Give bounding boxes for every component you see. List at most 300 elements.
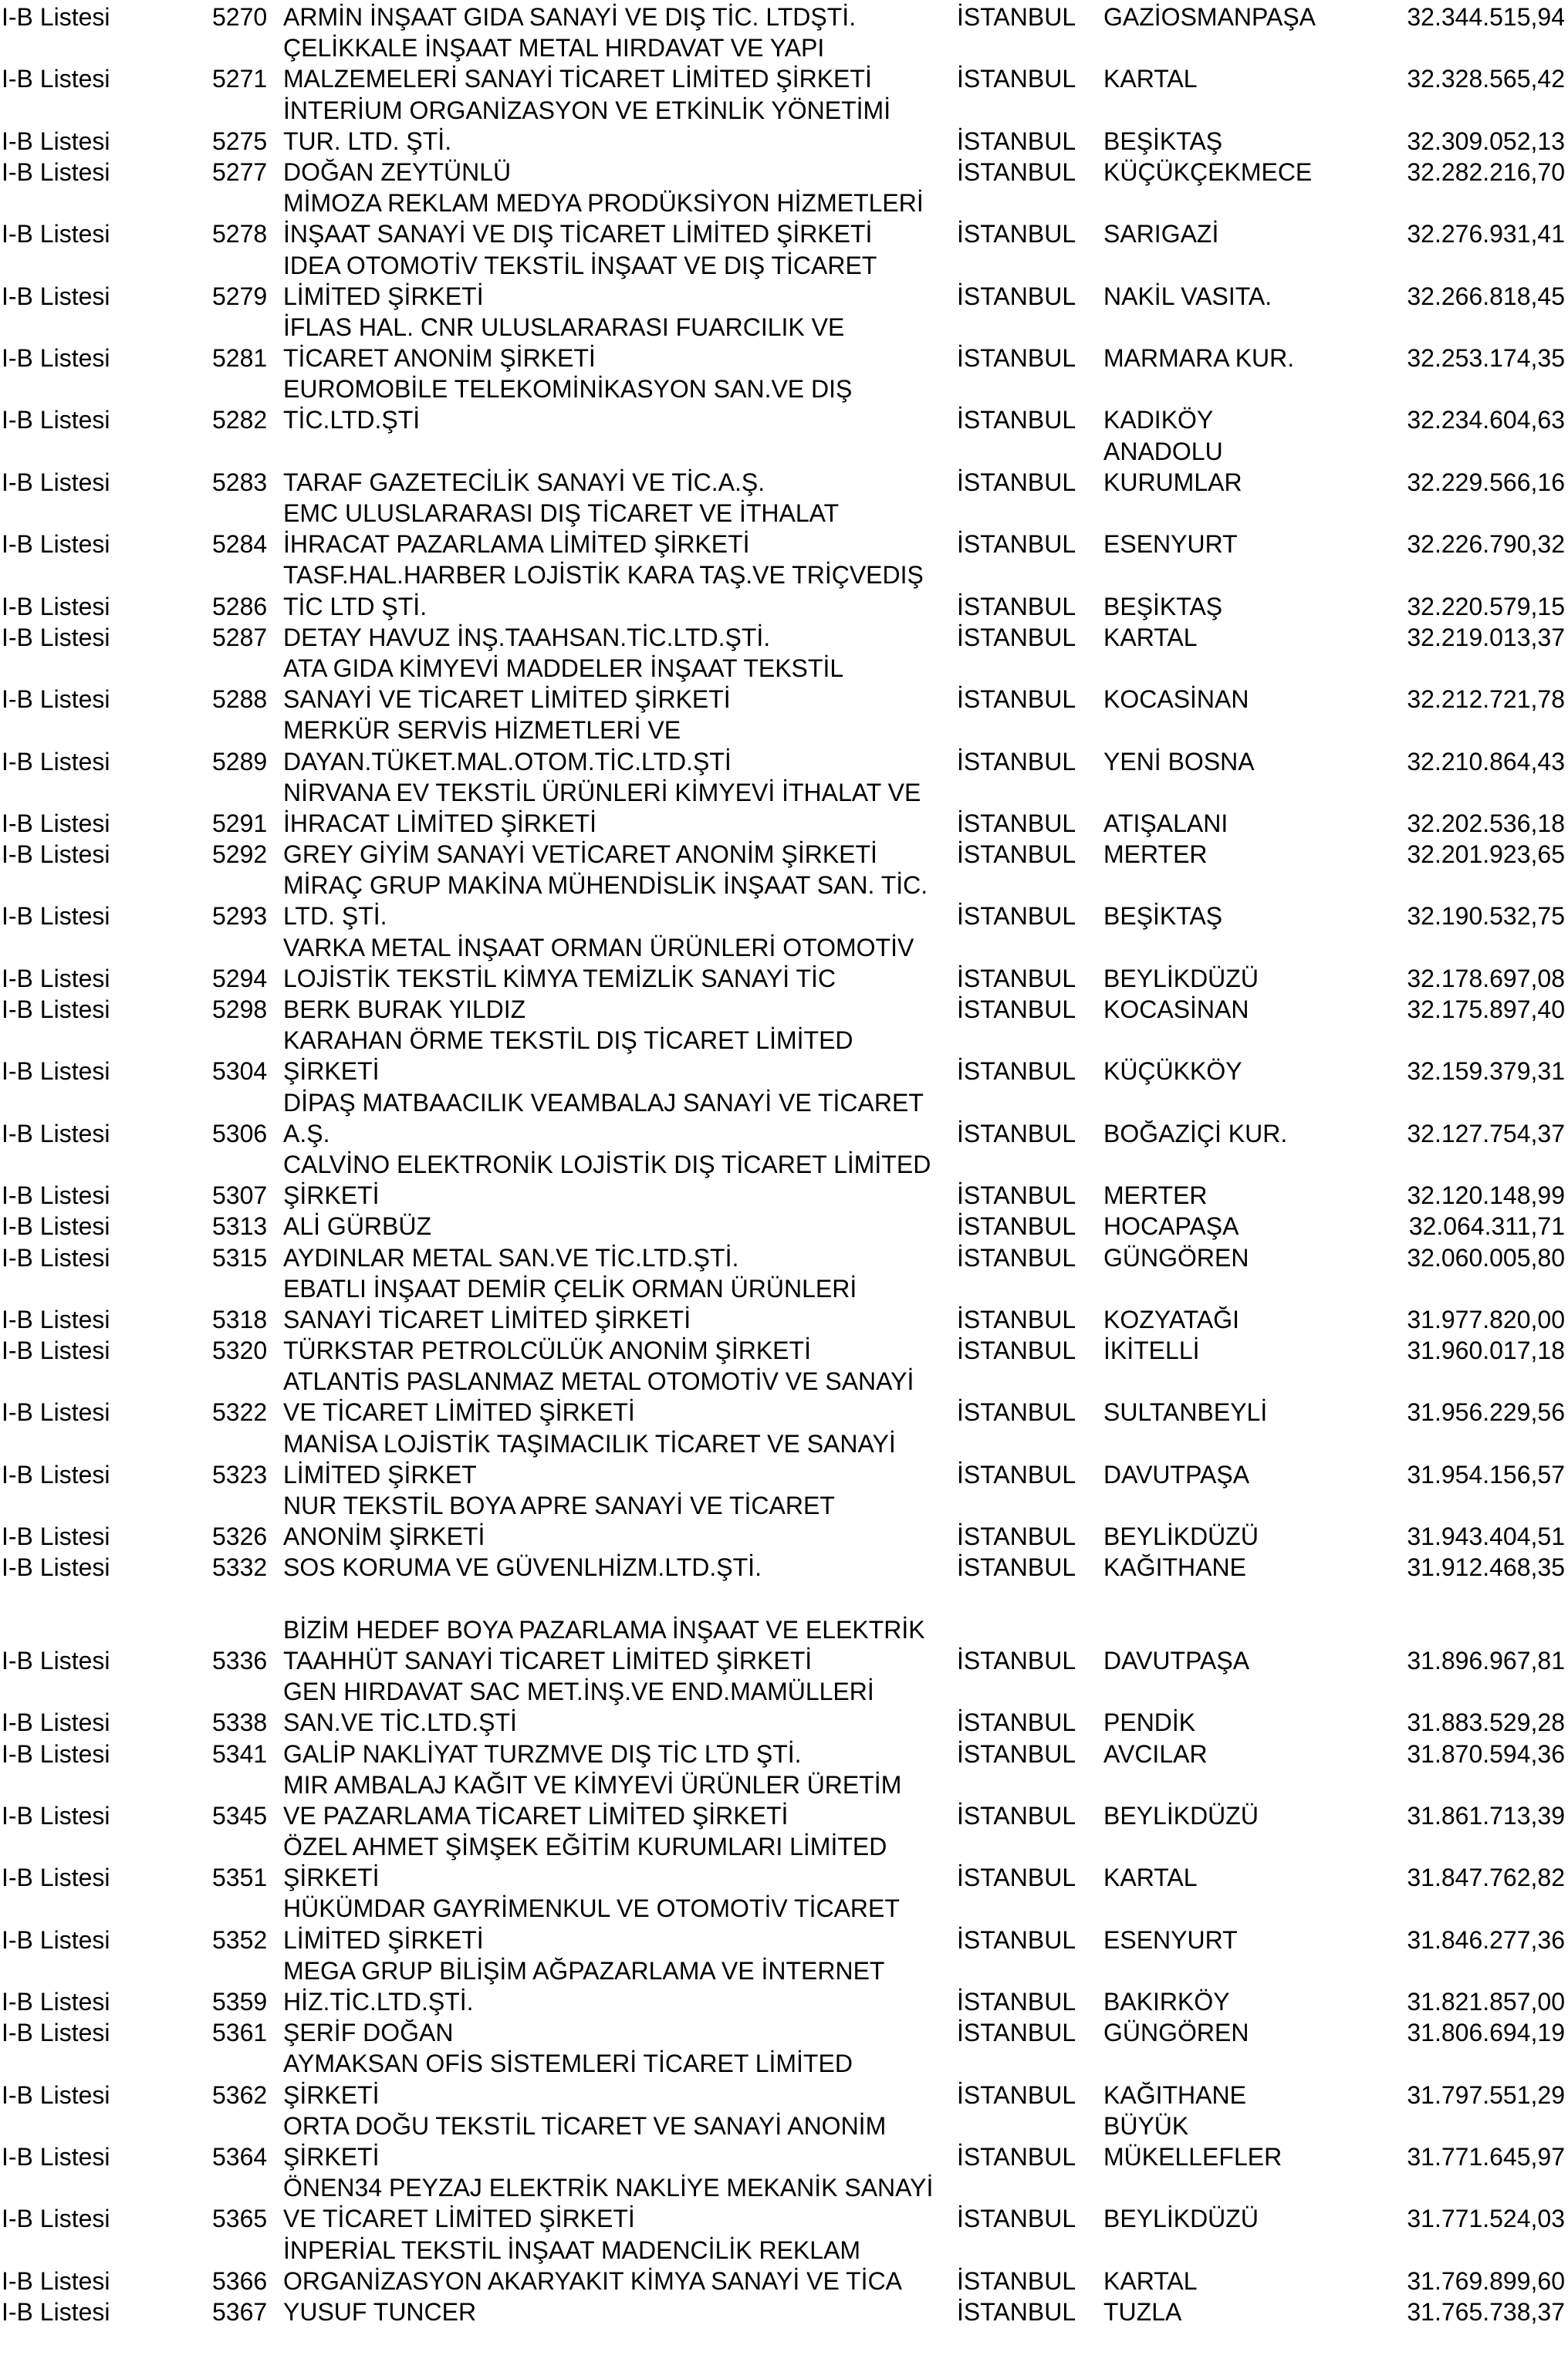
col-list-label: I-B Listesi	[2, 809, 110, 837]
col-row-number: 5307	[212, 1181, 268, 1210]
col-company-name: MİRAÇ GRUP MAKİNA MÜHENDİSLİK İNŞAAT SAN. TİC.	[283, 871, 928, 900]
table-row	[0, 1304, 1568, 1335]
col-list-label: I-B Listesi	[2, 1337, 110, 1365]
table-row	[0, 63, 1568, 94]
col-district	[1103, 1893, 1366, 1924]
col-district	[1103, 498, 1366, 529]
col-list-label: I-B Listesi	[2, 685, 110, 714]
col-company-name: MİMOZA REKLAM MEDYA PRODÜKSİYON HİZMETLERİ	[283, 189, 924, 218]
table-row	[0, 1893, 1568, 1924]
col-company-name: YUSUF TUNCER	[283, 2297, 477, 2326]
col-row-number	[212, 1428, 283, 1459]
table-row	[0, 1397, 1568, 1428]
col-amount: 31.797.551,29	[1407, 2080, 1565, 2109]
col-row-number: 5315	[212, 1243, 268, 1272]
col-city: İSTANBUL	[957, 220, 1076, 248]
col-amount: 32.234.604,63	[1407, 406, 1565, 434]
col-list-label: I-B Listesi	[2, 127, 110, 155]
col-list-label: I-B Listesi	[2, 406, 110, 434]
table-row	[0, 529, 1568, 559]
col-city: İSTANBUL	[957, 1243, 1076, 1272]
col-district	[1103, 2172, 1366, 2203]
col-company-name: ORGANİZASYON AKARYAKIT KİMYA SANAYİ VE TİCA	[283, 2266, 903, 2295]
col-amount: 32.120.148,99	[1407, 1181, 1565, 1210]
col-district	[1103, 777, 1366, 808]
col-company-name: DAYAN.TÜKET.MAL.OTOM.TİC.LTD.ŞTİ	[283, 747, 732, 776]
col-list-label	[0, 653, 212, 684]
col-city	[957, 2048, 1103, 2079]
col-list-label	[0, 1087, 212, 1118]
table-row	[0, 994, 1568, 1025]
col-city	[957, 1676, 1103, 1707]
col-row-number: 5365	[212, 2205, 268, 2233]
col-city	[957, 1025, 1103, 1056]
col-row-number	[212, 1087, 283, 1118]
col-company-name	[283, 1583, 957, 1614]
col-row-number	[212, 250, 283, 281]
col-city	[957, 2235, 1103, 2266]
col-company-name: BERK BURAK YILDIZ	[283, 995, 526, 1023]
col-district	[1103, 1676, 1366, 1707]
col-list-label	[0, 1366, 212, 1397]
col-row-number: 5270	[212, 3, 268, 31]
col-row-number	[212, 715, 283, 745]
col-amount: 32.344.515,94	[1407, 3, 1565, 31]
col-city: İSTANBUL	[957, 2142, 1076, 2171]
col-amount	[1366, 1149, 1568, 1180]
col-city: İSTANBUL	[957, 1708, 1076, 1737]
col-amount	[1366, 2235, 1568, 2266]
col-list-label	[0, 777, 212, 808]
col-row-number	[212, 1769, 283, 1800]
col-amount: 31.821.857,00	[1407, 1988, 1565, 2016]
col-city: İSTANBUL	[957, 3, 1076, 31]
col-row-number	[212, 2111, 283, 2141]
col-row-number	[212, 498, 283, 529]
col-company-name: TİCARET ANONİM ŞİRKETİ	[283, 344, 596, 373]
col-row-number: 5320	[212, 1337, 268, 1365]
col-amount: 32.175.897,40	[1407, 995, 1565, 1023]
table-row	[0, 1955, 1568, 1986]
col-city: İSTANBUL	[957, 1801, 1076, 1830]
col-district	[1103, 95, 1366, 126]
table-row	[0, 870, 1568, 901]
col-district	[1103, 1428, 1366, 1459]
table-row	[0, 1831, 1568, 1862]
col-company-name: VE PAZARLAMA TİCARET LİMİTED ŞİRKETİ	[283, 1801, 789, 1830]
col-amount: 31.977.820,00	[1407, 1305, 1565, 1333]
col-row-number	[212, 312, 283, 343]
col-district: BEYLİKDÜZÜ	[1103, 964, 1259, 992]
col-list-label: I-B Listesi	[2, 2142, 110, 2171]
table-row	[0, 715, 1568, 745]
col-city: İSTANBUL	[957, 1398, 1076, 1427]
col-city: İSTANBUL	[957, 623, 1076, 651]
col-district	[1103, 2235, 1366, 2266]
col-company-name: ATLANTİS PASLANMAZ METAL OTOMOTİV VE SANAYİ	[283, 1367, 914, 1396]
col-city: İSTANBUL	[957, 1305, 1076, 1333]
col-row-number: 5294	[212, 964, 268, 992]
col-district: SULTANBEYLİ	[1103, 1398, 1268, 1427]
table-row	[0, 1552, 1568, 1583]
col-list-label: I-B Listesi	[2, 1708, 110, 1737]
col-amount	[1366, 559, 1568, 590]
col-row-number: 5291	[212, 809, 268, 837]
col-row-number	[212, 932, 283, 963]
col-list-label: I-B Listesi	[2, 747, 110, 776]
col-city	[957, 1831, 1103, 1862]
table-row	[0, 839, 1568, 870]
col-city	[957, 1614, 1103, 1645]
col-amount	[1366, 2172, 1568, 2203]
col-city	[957, 1273, 1103, 1304]
col-company-name: LİMİTED ŞİRKETİ	[283, 1925, 484, 1954]
col-row-number: 5289	[212, 747, 268, 776]
col-district: MÜKELLEFLER	[1103, 2142, 1282, 2171]
col-list-label	[0, 188, 212, 218]
col-list-label: I-B Listesi	[2, 65, 110, 93]
col-company-name: İNPERİAL TEKSTİL İNŞAAT MADENCİLİK REKLAM	[283, 2236, 861, 2264]
col-amount	[1366, 1025, 1568, 1056]
col-company-name: LİMİTED ŞİRKET	[283, 1460, 477, 1489]
col-amount	[1366, 188, 1568, 218]
col-row-number	[212, 1366, 283, 1397]
col-row-number	[212, 436, 283, 467]
col-district: KARTAL	[1103, 65, 1198, 93]
col-row-number: 5366	[212, 2266, 268, 2295]
col-district: ANADOLU	[1103, 437, 1223, 465]
col-amount: 32.219.013,37	[1407, 623, 1565, 651]
table-row	[0, 1583, 1568, 1614]
col-amount: 32.220.579,15	[1407, 592, 1565, 620]
col-amount	[1366, 373, 1568, 404]
col-company-name: ATA GIDA KİMYEVİ MADDELER İNŞAAT TEKSTİL	[283, 654, 844, 682]
col-list-label: I-B Listesi	[2, 1212, 110, 1241]
col-row-number: 5345	[212, 1801, 268, 1830]
col-city: İSTANBUL	[957, 902, 1076, 931]
col-district: KARTAL	[1103, 623, 1198, 651]
col-amount: 32.178.697,08	[1407, 964, 1565, 992]
col-city	[957, 777, 1103, 808]
col-city	[957, 1490, 1103, 1521]
col-city: İSTANBUL	[957, 157, 1076, 186]
col-list-label: I-B Listesi	[2, 157, 110, 186]
col-city: İSTANBUL	[957, 1925, 1076, 1954]
table-row	[0, 2235, 1568, 2266]
col-district: KOCASİNAN	[1103, 995, 1249, 1023]
col-city: İSTANBUL	[957, 1119, 1076, 1147]
table-row	[0, 2172, 1568, 2203]
col-list-label	[0, 373, 212, 404]
col-row-number: 5313	[212, 1212, 268, 1241]
col-list-label	[0, 2172, 212, 2203]
col-list-label: I-B Listesi	[2, 2205, 110, 2233]
col-row-number: 5284	[212, 530, 268, 559]
col-amount	[1366, 870, 1568, 901]
col-list-label: I-B Listesi	[2, 2080, 110, 2109]
col-amount: 31.943.404,51	[1407, 1523, 1565, 1551]
col-city	[957, 436, 1103, 467]
col-district	[1103, 559, 1366, 590]
table-row	[0, 653, 1568, 684]
col-district: NAKİL VASITA.	[1103, 282, 1272, 310]
col-list-label: I-B Listesi	[2, 468, 110, 496]
col-city	[957, 870, 1103, 901]
col-row-number: 5275	[212, 127, 268, 155]
col-city	[957, 1366, 1103, 1397]
col-amount	[1366, 653, 1568, 684]
col-district: GAZİOSMANPAŞA	[1103, 3, 1316, 31]
col-district: KÜÇÜKÇEKMECE	[1103, 157, 1313, 186]
col-amount: 32.202.536,18	[1407, 809, 1565, 837]
col-row-number: 5286	[212, 592, 268, 620]
table-row	[0, 1056, 1568, 1087]
col-list-label	[0, 1025, 212, 1056]
col-row-number: 5279	[212, 282, 268, 310]
col-amount: 32.190.532,75	[1407, 902, 1565, 931]
col-list-label: I-B Listesi	[2, 2019, 110, 2047]
col-row-number	[212, 2235, 283, 2266]
col-list-label: I-B Listesi	[2, 1181, 110, 1210]
table-row	[0, 1366, 1568, 1397]
col-list-label: I-B Listesi	[2, 2297, 110, 2326]
col-company-name: GREY GİYİM SANAYİ VETİCARET ANONİM ŞİRKETİ	[283, 840, 877, 869]
col-row-number: 5338	[212, 1708, 268, 1737]
col-district: DAVUTPAŞA	[1103, 1646, 1250, 1675]
table-row	[0, 1614, 1568, 1645]
col-amount	[1366, 1087, 1568, 1118]
col-district: BEŞİKTAŞ	[1103, 592, 1223, 620]
col-row-number: 5336	[212, 1646, 268, 1675]
col-city: İSTANBUL	[957, 2205, 1076, 2233]
col-city: İSTANBUL	[957, 1523, 1076, 1551]
col-city	[957, 1769, 1103, 1800]
col-district: İKİTELLİ	[1103, 1337, 1200, 1365]
col-list-label	[0, 1583, 212, 1614]
col-list-label: I-B Listesi	[2, 344, 110, 373]
table-row	[0, 1490, 1568, 1521]
col-city	[957, 95, 1103, 126]
col-city: İSTANBUL	[957, 809, 1076, 837]
col-list-label: I-B Listesi	[2, 1925, 110, 1954]
col-amount: 32.309.052,13	[1407, 127, 1565, 155]
col-district: KARTAL	[1103, 2266, 1198, 2295]
col-amount	[1366, 95, 1568, 126]
col-row-number	[212, 1955, 283, 1986]
table-row	[0, 684, 1568, 715]
col-list-label: I-B Listesi	[2, 1119, 110, 1147]
col-amount: 32.064.311,71	[1408, 1212, 1565, 1241]
table-row	[0, 32, 1568, 63]
col-amount: 32.201.923,65	[1407, 840, 1565, 869]
col-list-label	[0, 1273, 212, 1304]
col-company-name: KARAHAN ÖRME TEKSTİL DIŞ TİCARET LİMİTED	[283, 1026, 853, 1055]
col-city: İSTANBUL	[957, 840, 1076, 869]
col-company-name: ŞİRKETİ	[283, 2080, 380, 2109]
col-row-number	[212, 188, 283, 218]
col-company-name: GALİP NAKLİYAT TURZMVE DIŞ TİC LTD ŞTİ.	[283, 1739, 802, 1768]
col-district: TUZLA	[1103, 2297, 1182, 2326]
col-company-name: İFLAS HAL. CNR ULUSLARARASI FUARCILIK VE	[283, 313, 845, 341]
col-district: KÜÇÜKKÖY	[1103, 1057, 1242, 1086]
col-amount: 31.806.694,19	[1407, 2019, 1565, 2047]
col-district	[1103, 250, 1366, 281]
table-row	[0, 1335, 1568, 1366]
col-list-label	[0, 715, 212, 745]
col-city: İSTANBUL	[957, 592, 1076, 620]
col-list-label: I-B Listesi	[2, 1646, 110, 1675]
col-district	[1103, 1087, 1366, 1118]
table-row	[0, 1428, 1568, 1459]
col-row-number: 5318	[212, 1305, 268, 1333]
col-list-label: I-B Listesi	[2, 1801, 110, 1830]
col-city	[957, 2111, 1103, 2141]
table-row	[0, 1211, 1568, 1242]
col-city: İSTANBUL	[957, 2266, 1076, 2295]
col-list-label	[0, 95, 212, 126]
col-company-name: IDEA OTOMOTİV TEKSTİL İNŞAAT VE DIŞ TİCARET	[283, 251, 877, 279]
table-row	[0, 1676, 1568, 1707]
col-district: BAKIRKÖY	[1103, 1988, 1230, 2016]
col-row-number	[212, 1490, 283, 1521]
col-company-name: AYMAKSAN OFİS SİSTEMLERİ TİCARET LİMİTED	[283, 2050, 853, 2078]
col-district	[1103, 653, 1366, 684]
col-row-number	[212, 870, 283, 901]
col-company-name: SOS KORUMA VE GÜVENLHİZM.LTD.ŞTİ.	[283, 1553, 762, 1582]
col-amount	[1366, 1273, 1568, 1304]
table-row	[0, 932, 1568, 963]
table-row	[0, 2296, 1568, 2327]
col-company-name: ORTA DOĞU TEKSTİL TİCARET VE SANAYİ ANONİM	[283, 2111, 887, 2140]
col-district: BEYLİKDÜZÜ	[1103, 1523, 1259, 1551]
col-company-name: MANİSA LOJİSTİK TAŞIMACILIK TİCARET VE SANAYİ	[283, 1429, 896, 1458]
col-company-name: TASF.HAL.HARBER LOJİSTİK KARA TAŞ.VE TRİÇVEDIŞ	[283, 561, 924, 590]
col-district: YENİ BOSNA	[1103, 747, 1255, 776]
col-row-number: 5288	[212, 685, 268, 714]
table-row	[0, 963, 1568, 994]
col-list-label	[0, 436, 212, 467]
col-row-number: 5271	[212, 65, 268, 93]
col-amount: 32.229.566,16	[1407, 468, 1565, 496]
col-list-label: I-B Listesi	[2, 840, 110, 869]
table-row	[0, 2111, 1568, 2141]
col-city	[957, 715, 1103, 745]
col-company-name: ŞİRKETİ	[283, 1057, 380, 1086]
table-row	[0, 1118, 1568, 1149]
col-amount	[1366, 312, 1568, 343]
col-amount	[1366, 1955, 1568, 1986]
col-district	[1103, 1025, 1366, 1056]
col-company-name: TİC LTD ŞTİ.	[283, 592, 427, 620]
col-district	[1103, 1490, 1366, 1521]
table-row	[0, 1707, 1568, 1738]
col-company-name: ŞERİF DOĞAN	[283, 2019, 454, 2047]
table-row	[0, 1986, 1568, 2017]
col-row-number: 5367	[212, 2297, 268, 2326]
col-company-name: ŞİRKETİ	[283, 1864, 380, 1892]
col-company-name: ANONİM ŞİRKETİ	[283, 1523, 485, 1551]
col-city: İSTANBUL	[957, 685, 1076, 714]
col-amount	[1366, 1893, 1568, 1924]
col-row-number: 5364	[212, 2142, 268, 2171]
col-list-label: I-B Listesi	[2, 902, 110, 931]
col-list-label	[0, 1769, 212, 1800]
table-row	[0, 312, 1568, 343]
col-company-name: BİZİM HEDEF BOYA PAZARLAMA İNŞAAT VE ELEKTRİK	[283, 1615, 925, 1644]
col-district	[1103, 2048, 1366, 2079]
col-district: BOĞAZİÇİ KUR.	[1103, 1119, 1288, 1147]
col-row-number: 5351	[212, 1864, 268, 1892]
col-city: İSTANBUL	[957, 1553, 1076, 1582]
col-city: İSTANBUL	[957, 995, 1076, 1023]
col-amount: 32.276.931,41	[1407, 220, 1565, 248]
col-company-name: DETAY HAVUZ İNŞ.TAAHSAN.TİC.LTD.ŞTİ.	[283, 623, 771, 651]
col-list-label	[0, 1893, 212, 1924]
col-amount: 31.846.277,36	[1407, 1925, 1565, 1954]
col-company-name: SANAYİ VE TİCARET LİMİTED ŞİRKETİ	[283, 685, 731, 714]
table-row	[0, 498, 1568, 529]
col-district: BEŞİKTAŞ	[1103, 127, 1223, 155]
col-company-name: MIR AMBALAJ KAĞIT VE KİMYEVİ ÜRÜNLER ÜRETİM	[283, 1770, 902, 1799]
col-list-label: I-B Listesi	[2, 1988, 110, 2016]
col-amount	[1366, 715, 1568, 745]
col-list-label: I-B Listesi	[2, 2266, 110, 2295]
table-row	[0, 1180, 1568, 1211]
col-district	[1103, 1583, 1366, 1614]
col-amount: 31.771.645,97	[1407, 2142, 1565, 2171]
col-amount	[1366, 498, 1568, 529]
table-row	[0, 1521, 1568, 1552]
col-city	[957, 1149, 1103, 1180]
col-company-name: ÇELİKKALE İNŞAAT METAL HIRDAVAT VE YAPI	[283, 34, 825, 63]
col-amount: 31.896.967,81	[1407, 1646, 1565, 1675]
col-list-label: I-B Listesi	[2, 282, 110, 310]
col-row-number: 5362	[212, 2080, 268, 2109]
col-city	[957, 653, 1103, 684]
col-list-label: I-B Listesi	[2, 592, 110, 620]
col-city: İSTANBUL	[957, 1337, 1076, 1365]
table-row	[0, 591, 1568, 622]
col-list-label: I-B Listesi	[2, 1243, 110, 1272]
table-row	[0, 2266, 1568, 2296]
table-row	[0, 1459, 1568, 1490]
col-district: SARIGAZİ	[1103, 220, 1219, 248]
col-row-number	[212, 559, 283, 590]
table-row	[0, 343, 1568, 373]
col-city: İSTANBUL	[957, 2297, 1076, 2326]
col-amount	[1366, 1769, 1568, 1800]
table-row	[0, 2, 1568, 32]
table-row	[0, 2141, 1568, 2172]
col-district: KAĞITHANE	[1103, 2080, 1246, 2109]
col-city: İSTANBUL	[957, 1057, 1076, 1086]
table-row	[0, 250, 1568, 281]
col-district	[1103, 188, 1366, 218]
col-city: İSTANBUL	[957, 1739, 1076, 1768]
col-amount	[1366, 1490, 1568, 1521]
table-row	[0, 404, 1568, 435]
col-district: ESENYURT	[1103, 530, 1238, 559]
col-company-name: ARMİN İNŞAAT GIDA SANAYİ VE DIŞ TİC. LTDŞTİ.	[283, 3, 857, 31]
col-row-number: 5277	[212, 157, 268, 186]
col-company-name	[283, 436, 957, 467]
col-row-number: 5361	[212, 2019, 268, 2047]
col-city: İSTANBUL	[957, 2019, 1076, 2047]
col-district: KOZYATAĞI	[1103, 1305, 1240, 1333]
col-district: BÜYÜK	[1103, 2111, 1189, 2140]
col-district	[1103, 1273, 1366, 1304]
col-city	[957, 2172, 1103, 2203]
